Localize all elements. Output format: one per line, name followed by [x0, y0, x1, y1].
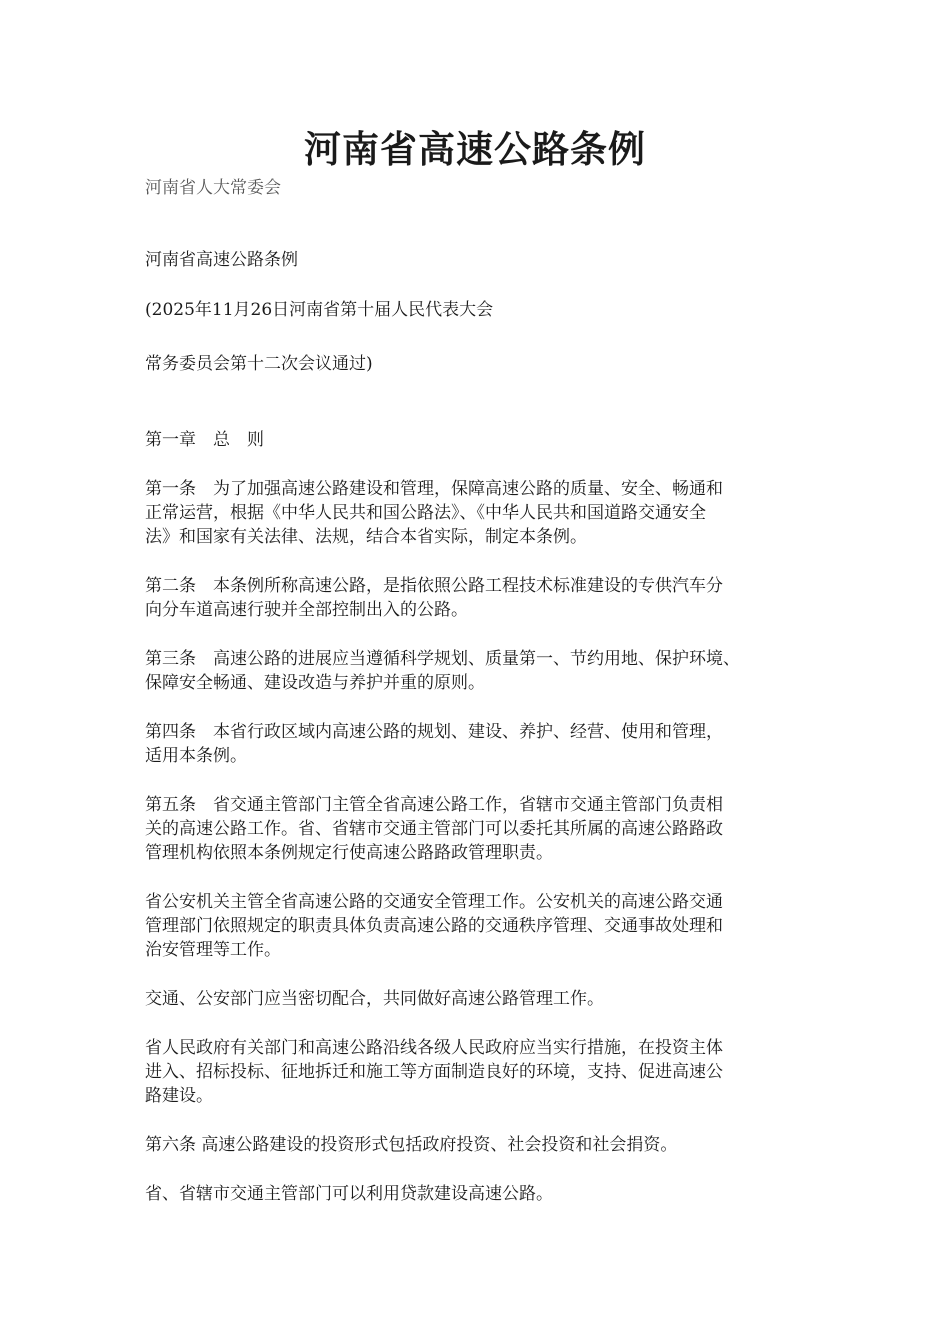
article-paragraph: [145, 1133, 810, 1157]
paragraph-line: 第六条 高速公路建设的投资形式包括政府投资、社会投资和社会捐资。: [145, 1135, 678, 1155]
paragraph-line: 第二条 本条例所称高速公路，是指依照公路工程技术标准建设的专供汽车分: [145, 576, 723, 596]
adoption-note-line-1: (2025年11月26日河南省第十届人民代表大会: [145, 300, 494, 320]
paragraph-line: 省、省辖市交通主管部门可以利用贷款建设高速公路。: [145, 1184, 553, 1204]
paragraph-line: 省人民政府有关部门和高速公路沿线各级人民政府应当实行措施，在投资主体: [145, 1038, 723, 1058]
paragraph-line: 向分车道高速行驶并全部控制出入的公路。: [145, 600, 468, 620]
paragraph-line: 交通、公安部门应当密切配合，共同做好高速公路管理工作。: [145, 989, 604, 1009]
paragraph-line: 第一条 为了加强高速公路建设和管理，保障高速公路的质量、安全、畅通和: [145, 479, 723, 499]
adoption-note-line-2: 常务委员会第十二次会议通过): [145, 354, 373, 374]
document-body: [145, 248, 810, 1231]
paragraph-line: 正常运营，根据《中华人民共和国公路法》、《中华人民共和国道路交通安全: [145, 503, 706, 523]
article-list: [145, 477, 810, 1206]
document-title: 河南省高速公路条例: [304, 127, 646, 171]
paragraph-line: 第三条 高速公路的进展应当遵循科学规划、质量第一、节约用地、保护环境、: [145, 649, 740, 669]
article-paragraph: [145, 574, 810, 622]
article-paragraph: [145, 720, 810, 768]
paragraph-line: 法》和国家有关法律、法规，结合本省实际，制定本条例。: [145, 527, 587, 547]
paragraph-line: 第五条 省交通主管部门主管全省高速公路工作，省辖市交通主管部门负责相: [145, 795, 723, 815]
article-paragraph: [145, 1036, 810, 1108]
paragraph-line: 治安管理等工作。: [145, 940, 281, 960]
article-paragraph: [145, 793, 810, 865]
paragraph-line: 保障安全畅通、建设改造与养护并重的原则。: [145, 673, 485, 693]
regulation-heading: 河南省高速公路条例: [145, 250, 298, 270]
paragraph-line: 管理部门依照规定的职责具体负责高速公路的交通秩序管理、交通事故处理和: [145, 916, 723, 936]
chapter-heading: 第一章 总 则: [145, 430, 264, 450]
article-paragraph: [145, 890, 810, 962]
paragraph-line: 第四条 本省行政区域内高速公路的规划、建设、养护、经营、使用和管理，: [145, 722, 723, 742]
paragraph-line: 省公安机关主管全省高速公路的交通安全管理工作。公安机关的高速公路交通: [145, 892, 723, 912]
document-source: 河南省人大常委会: [145, 178, 281, 198]
paragraph-line: 适用本条例。: [145, 746, 247, 766]
article-paragraph: [145, 477, 810, 549]
article-paragraph: [145, 1182, 810, 1206]
paragraph-line: 管理机构依照本条例规定行使高速公路路政管理职责。: [145, 843, 553, 863]
paragraph-line: 进入、招标投标、征地拆迁和施工等方面制造良好的环境，支持、促进高速公: [145, 1062, 723, 1082]
article-paragraph: [145, 647, 810, 695]
article-paragraph: [145, 987, 810, 1011]
paragraph-line: 关的高速公路工作。省、省辖市交通主管部门可以委托其所属的高速公路路政: [145, 819, 723, 839]
paragraph-line: 路建设。: [145, 1086, 213, 1106]
